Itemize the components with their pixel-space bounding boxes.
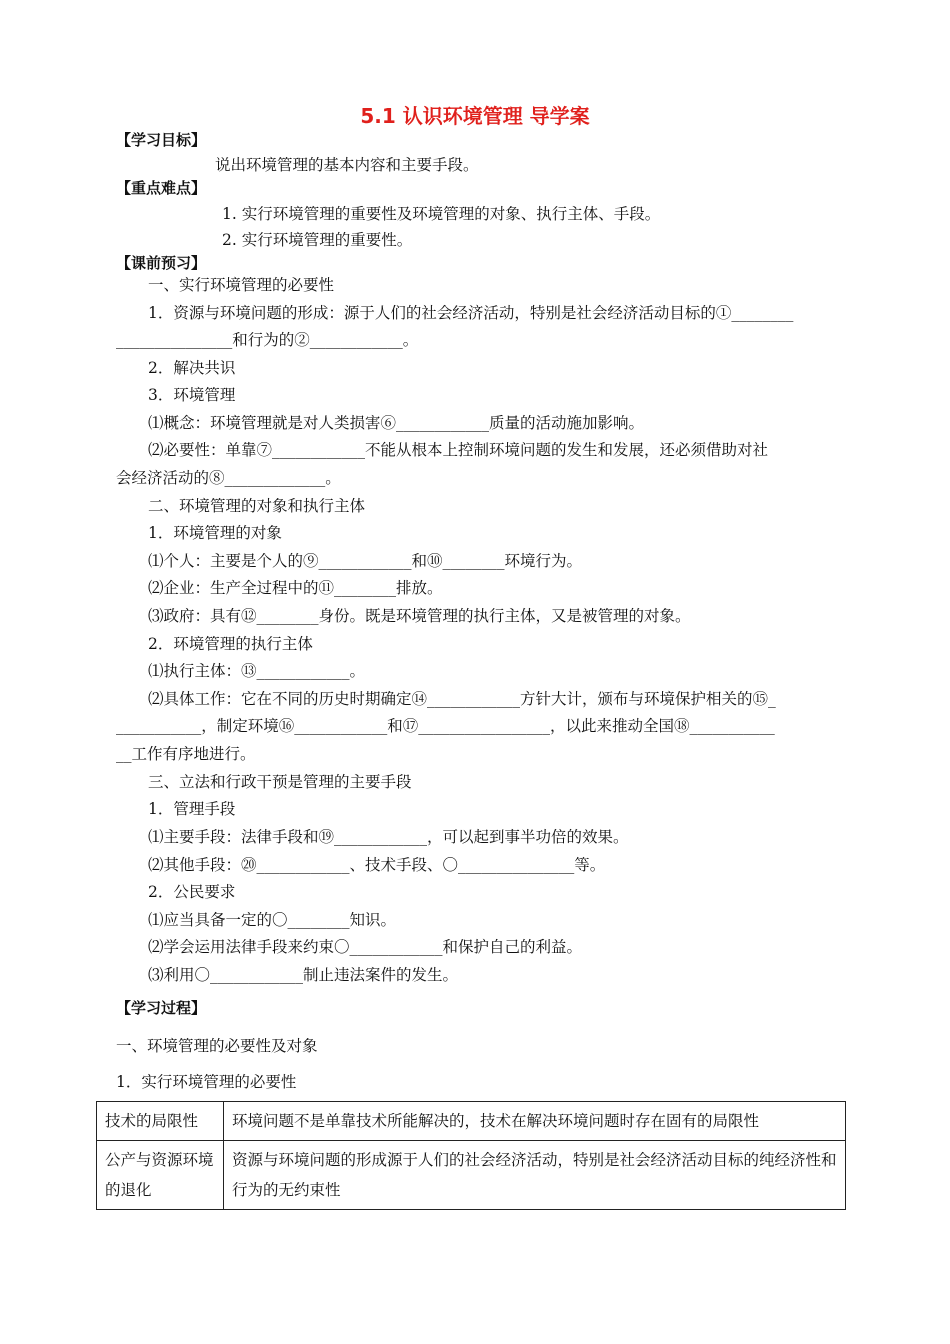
preview-line: 三、立法和行政干预是管理的主要手段	[148, 773, 412, 791]
table-cell: 公产与资源环境的退化	[97, 1141, 224, 1210]
preview-line: ⑵学会运用法律手段来约束〇____________和保护自己的利益。	[148, 938, 583, 956]
preview-line: 3．环境管理	[148, 386, 236, 404]
preview-line: ⑴个人：主要是个人的⑨____________和⑩________环境行为。	[148, 552, 583, 570]
preview-line: ⑶利用〇____________制止违法案件的发生。	[148, 966, 459, 984]
preview-line: _______________和行为的②____________。	[116, 331, 419, 349]
preview-line: 1．环境管理的对象	[148, 524, 282, 542]
preview-line: ⑴概念：环境管理就是对人类损害⑥____________质量的活动施加影响。	[148, 414, 645, 432]
objectives-heading: 【学习目标】	[116, 131, 207, 149]
preview-line: ⑴主要手段：法律手段和⑲____________，可以起到事半功倍的效果。	[148, 828, 629, 846]
preview-line: ⑵必要性：单靠⑦____________不能从根本上控制环境问题的发生和发展，还必须借助对社	[148, 441, 769, 459]
process-heading: 【学习过程】	[116, 999, 207, 1017]
necessity-table	[96, 1101, 846, 1210]
preview-line: 2．解决共识	[148, 359, 236, 377]
preview-line: 会经济活动的⑧_____________。	[116, 469, 341, 487]
key-point-item: 1. 实行环境管理的重要性及环境管理的对象、执行主体、手段。	[222, 205, 661, 223]
page-title: 5.1 认识环境管理 导学案	[360, 104, 590, 128]
preview-line: 二、环境管理的对象和执行主体	[148, 497, 366, 515]
key-points-heading: 【重点难点】	[116, 179, 207, 197]
table-cell: 技术的局限性	[97, 1102, 224, 1141]
preview-line: 1．管理手段	[148, 800, 236, 818]
table-cell: 资源与环境问题的形成源于人们的社会经济活动，特别是社会经济活动目标的纯经济性和行为的无约束性	[224, 1141, 846, 1210]
process-section: 一、环境管理的必要性及对象	[116, 1037, 318, 1055]
table-row	[97, 1141, 846, 1210]
preview-line: ⑵其他手段：⑳____________、技术手段、〇_______________等。	[148, 856, 606, 874]
table-row	[97, 1102, 846, 1141]
preview-line: ___________，制定环境⑯____________和⑰_________________，以此来推动全国⑱___________	[116, 717, 775, 735]
preview-line: 1．资源与环境问题的形成：源于人们的社会经济活动，特别是社会经济活动目标的①________	[148, 304, 794, 322]
preview-line: ⑵具体工作：它在不同的历史时期确定⑭____________方针大计，颁布与环境保护相关的⑮_	[148, 690, 776, 708]
preview-line: ⑵企业：生产全过程中的⑪________排放。	[148, 579, 443, 597]
objectives-text: 说出环境管理的基本内容和主要手段。	[215, 156, 479, 174]
preview-line: ⑴执行主体：⑬____________。	[148, 662, 366, 680]
preview-line: ⑴应当具备一定的〇________知识。	[148, 911, 397, 929]
preview-line: __工作有序地进行。	[116, 745, 256, 763]
process-subsection: 1．实行环境管理的必要性	[116, 1073, 297, 1091]
preview-line: 一、实行环境管理的必要性	[148, 276, 335, 294]
key-point-item: 2. 实行环境管理的重要性。	[222, 231, 413, 249]
preview-line: ⑶政府：具有⑫________身份。既是环境管理的执行主体，又是被管理的对象。	[148, 607, 691, 625]
table-cell: 环境问题不是单靠技术所能解决的，技术在解决环境问题时存在固有的局限性	[224, 1102, 846, 1141]
preview-line: 2．公民要求	[148, 883, 236, 901]
preview-heading: 【课前预习】	[116, 254, 207, 272]
preview-line: 2．环境管理的执行主体	[148, 635, 313, 653]
